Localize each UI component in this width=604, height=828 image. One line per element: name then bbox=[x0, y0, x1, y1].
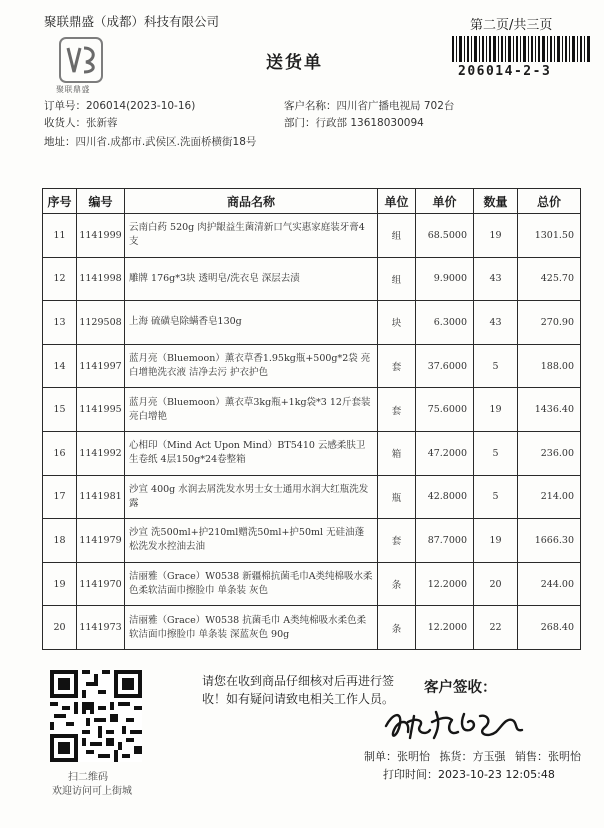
staff-line bbox=[364, 748, 587, 764]
price-cell: 87.7000 bbox=[416, 519, 474, 563]
table-row bbox=[43, 388, 581, 432]
column-header: 单价 bbox=[416, 189, 474, 214]
address-label: 地址： bbox=[44, 136, 76, 148]
column-header: 编号 bbox=[77, 189, 125, 214]
name-cell: 上海 硫磺皂除螨香皂130g bbox=[125, 301, 378, 345]
qty-cell: 43 bbox=[474, 257, 518, 301]
company-logo-icon bbox=[58, 36, 104, 84]
price-cell: 68.5000 bbox=[416, 214, 474, 258]
total-cell: 1301.50 bbox=[518, 214, 581, 258]
total-cell: 244.00 bbox=[518, 562, 581, 606]
code-cell: 1141981 bbox=[77, 475, 125, 519]
unit-cell: 套 bbox=[378, 519, 416, 563]
unit-cell: 套 bbox=[378, 388, 416, 432]
qty-cell: 5 bbox=[474, 344, 518, 388]
unit-cell: 组 bbox=[378, 257, 416, 301]
name-cell: 雕牌 176g*3块 透明皂/洗衣皂 深层去渍 bbox=[125, 257, 378, 301]
unit-cell: 瓶 bbox=[378, 475, 416, 519]
column-header: 数量 bbox=[474, 189, 518, 214]
qty-cell: 19 bbox=[474, 519, 518, 563]
unit-cell: 组 bbox=[378, 214, 416, 258]
name-cell: 蓝月亮（Bluemoon）薰衣草香1.95kg瓶+500g*2袋 亮白增艳洗衣液 洁净去污 护衣护色 bbox=[125, 344, 378, 388]
table-row bbox=[43, 344, 581, 388]
code-cell: 1141970 bbox=[77, 562, 125, 606]
order-number-line bbox=[44, 98, 195, 113]
code-cell: 1141973 bbox=[77, 606, 125, 650]
seq-cell: 12 bbox=[43, 257, 77, 301]
price-cell: 12.2000 bbox=[416, 562, 474, 606]
customer-sign-label: 客户签收： bbox=[424, 680, 497, 696]
picked-by: 拣货：方玉强 bbox=[439, 750, 506, 763]
price-cell: 42.8000 bbox=[416, 475, 474, 519]
seq-cell: 13 bbox=[43, 301, 77, 345]
order-number-label: 订单号： bbox=[44, 100, 86, 112]
receiver-line bbox=[44, 115, 118, 130]
sales-by: 销售：张明怡 bbox=[515, 750, 581, 763]
code-cell: 1141979 bbox=[77, 519, 125, 563]
price-cell: 9.9000 bbox=[416, 257, 474, 301]
items-table bbox=[42, 188, 581, 650]
qr-code-icon bbox=[50, 670, 142, 762]
table-row bbox=[43, 475, 581, 519]
qty-cell: 19 bbox=[474, 214, 518, 258]
price-cell: 47.2000 bbox=[416, 431, 474, 475]
price-cell: 37.6000 bbox=[416, 344, 474, 388]
qty-cell: 5 bbox=[474, 431, 518, 475]
price-cell: 12.2000 bbox=[416, 606, 474, 650]
code-cell: 1129508 bbox=[77, 301, 125, 345]
seq-cell: 20 bbox=[43, 606, 77, 650]
unit-cell: 块 bbox=[378, 301, 416, 345]
table-row bbox=[43, 214, 581, 258]
name-cell: 心相印（Mind Act Upon Mind）BT5410 云感柔肤卫生卷纸 4层150g*24卷整箱 bbox=[125, 431, 378, 475]
unit-cell: 条 bbox=[378, 606, 416, 650]
table-row bbox=[43, 257, 581, 301]
handwritten-signature-icon bbox=[380, 696, 530, 746]
address-line bbox=[44, 134, 256, 149]
column-header: 序号 bbox=[43, 189, 77, 214]
seq-cell: 18 bbox=[43, 519, 77, 563]
name-cell: 洁丽雅（Grace）W0538 新疆棉抗菌毛巾A类纯棉吸水柔色柔软洁面巾擦脸巾 单条装 灰色 bbox=[125, 562, 378, 606]
code-cell: 1141992 bbox=[77, 431, 125, 475]
table-body bbox=[43, 214, 581, 650]
code-cell: 1141995 bbox=[77, 388, 125, 432]
table-row bbox=[43, 606, 581, 650]
table-row bbox=[43, 519, 581, 563]
customer-label: 客户名称： bbox=[284, 100, 337, 112]
name-cell: 洁丽雅（Grace）W0538 抗菌毛巾 A类纯棉吸水柔色柔软洁面巾擦脸巾 单条装 深蓝灰色 90g bbox=[125, 606, 378, 650]
price-cell: 6.3000 bbox=[416, 301, 474, 345]
name-cell: 云南白药 520g 肉护龈益生菌清新口气实惠家庭装牙膏4支 bbox=[125, 214, 378, 258]
name-cell: 蓝月亮（Bluemoon）薰衣草3kg瓶+1kg袋*3 12斤套装 亮白增艳 bbox=[125, 388, 378, 432]
total-cell: 188.00 bbox=[518, 344, 581, 388]
seq-cell: 19 bbox=[43, 562, 77, 606]
seq-cell: 15 bbox=[43, 388, 77, 432]
total-cell: 425.70 bbox=[518, 257, 581, 301]
seq-cell: 14 bbox=[43, 344, 77, 388]
seq-cell: 11 bbox=[43, 214, 77, 258]
qty-cell: 20 bbox=[474, 562, 518, 606]
code-cell: 1141999 bbox=[77, 214, 125, 258]
column-header: 总价 bbox=[518, 189, 581, 214]
receiver-label: 收货人： bbox=[44, 117, 86, 129]
total-cell: 1436.40 bbox=[518, 388, 581, 432]
total-cell: 1666.30 bbox=[518, 519, 581, 563]
address-value: 四川省.成都市.武侯区.洗面桥横街18号 bbox=[75, 136, 257, 148]
qr-caption: 扫二维码 bbox=[68, 772, 108, 783]
unit-cell: 箱 bbox=[378, 431, 416, 475]
column-header: 商品名称 bbox=[125, 189, 378, 214]
qty-cell: 43 bbox=[474, 301, 518, 345]
qty-cell: 5 bbox=[474, 475, 518, 519]
code-cell: 1141997 bbox=[77, 344, 125, 388]
name-cell: 沙宣 洗500ml+护210ml赠洗50ml+护50ml 无硅油蓬松洗发水控油去油 bbox=[125, 519, 378, 563]
barcode-icon bbox=[452, 36, 590, 62]
company-name: 聚联鼎盛（成都）科技有限公司 bbox=[44, 14, 220, 29]
qty-cell: 19 bbox=[474, 388, 518, 432]
customer-value: 四川省广播电视局 702台 bbox=[336, 100, 455, 112]
logo-text: 聚联鼎盛 bbox=[56, 85, 90, 94]
qty-cell: 22 bbox=[474, 606, 518, 650]
made-by: 制单：张明怡 bbox=[364, 750, 430, 763]
document-code: 206014-2-3 bbox=[458, 64, 552, 79]
order-number-value: 206014(2023-10-16) bbox=[86, 100, 196, 112]
total-cell: 236.00 bbox=[518, 431, 581, 475]
total-cell: 270.90 bbox=[518, 301, 581, 345]
document-title: 送货单 bbox=[266, 53, 323, 73]
total-cell: 214.00 bbox=[518, 475, 581, 519]
table-header-row bbox=[43, 189, 581, 214]
total-cell: 268.40 bbox=[518, 606, 581, 650]
unit-cell: 条 bbox=[378, 562, 416, 606]
code-cell: 1141998 bbox=[77, 257, 125, 301]
department-value: 行政部 13618030094 bbox=[315, 117, 424, 129]
print-time: 打印时间：2023-10-23 12:05:48 bbox=[383, 768, 555, 781]
name-cell: 沙宣 400g 水润去屑洗发水男士女士通用水润大红瓶洗发露 bbox=[125, 475, 378, 519]
table-row bbox=[43, 562, 581, 606]
receiver-value: 张新蓉 bbox=[86, 117, 118, 129]
price-cell: 75.6000 bbox=[416, 388, 474, 432]
table-row bbox=[43, 431, 581, 475]
seq-cell: 17 bbox=[43, 475, 77, 519]
notice-text: 请您在收到商品仔细核对后再进行签收！如有疑问请致电相关工作人员。 bbox=[202, 674, 395, 706]
seq-cell: 16 bbox=[43, 431, 77, 475]
department-label: 部门： bbox=[284, 117, 316, 129]
unit-cell: 套 bbox=[378, 344, 416, 388]
department-line bbox=[284, 115, 424, 130]
column-header: 单位 bbox=[378, 189, 416, 214]
qr-caption-secondary: 欢迎访问可上街城 bbox=[52, 786, 132, 797]
customer-line bbox=[284, 98, 454, 113]
table-row bbox=[43, 301, 581, 345]
page-indicator: 第二页/共三页 bbox=[470, 18, 553, 33]
